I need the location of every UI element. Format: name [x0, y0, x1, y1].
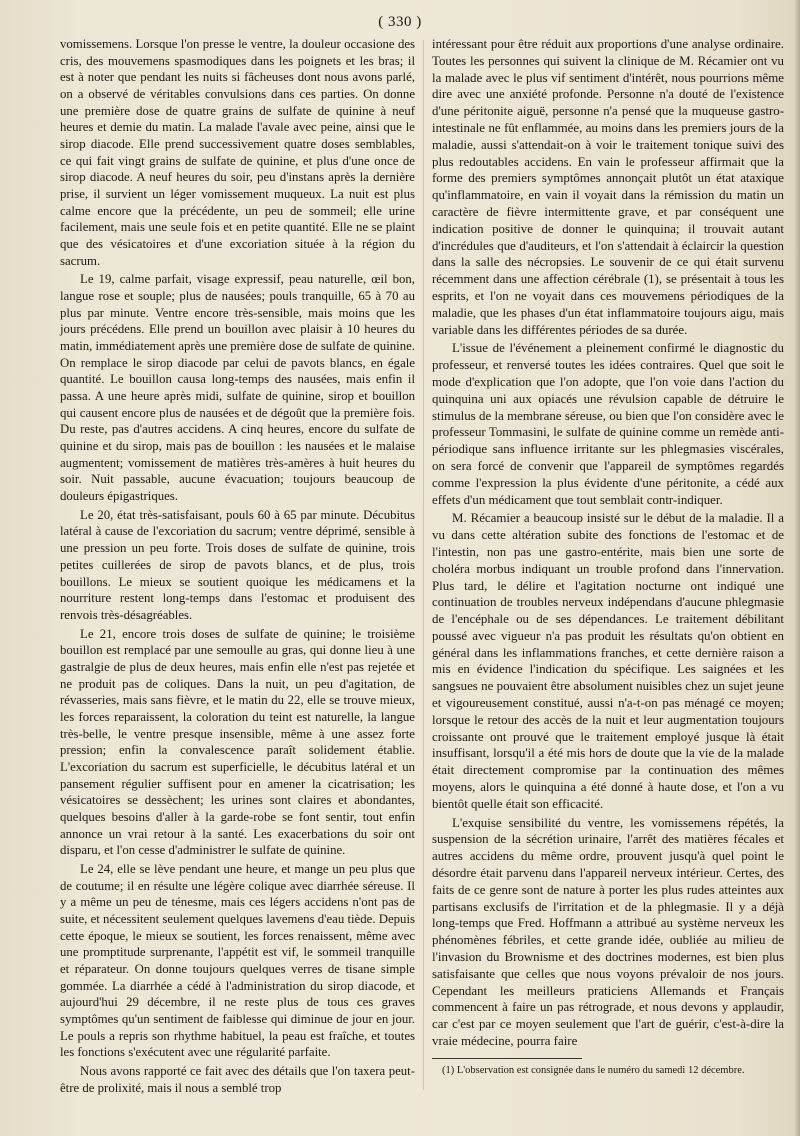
paragraph: Le 19, calme parfait, visage expressif, peau naturelle, œil bon, langue rose et souple; plus de nausées; pouls tranquille, 65 à 70 au plus par minute. Ventre encore très-sensible, mais moins que les jours précédens. Elle prend un bouillon avec plaisir à 10 heures du matin, immédiatement après une première dose de sulfate de quinine. On remplace le sirop diacode par celui de pavots blancs, en égale quantité. Le bouillon causa long-temps des nausées, mais enfin il passa. A une heure après midi, sulfate de quinine, sirop et bouillon qui causent encore plus de nausées et de dégoût que la première fois. Du reste, pas d'autres accidens. A cinq heures, encore du sulfate de quinine et du sirop, mais pas de bouillon : les nausées et le malaise augmentent; vomissement de matières très-amères à huit heures du soir. Nuit passable, aucune évacuation; toujours beaucoup de douleurs épigastriques.	[60, 272, 415, 504]
paragraph: L'issue de l'événement a pleinement confirmé le diagnostic du professeur, et renversé toutes les idées contraires. Quel que soit le mode d'explication que l'on adopte, que l'on voie dans l'action du quinquina uni aux opiacés une révulsion capable de détruire le stimulus de la membrane séreuse, ou bien que l'on considère avec le professeur Tommasini, le sulfate de quinine comme un remède anti-périodique sans influence irritante sur les phlegmasies viscérales, on sera forcé de convenir que l'appareil de symptômes regardés comme l'expression la plus évidente d'une péritonite, a cédé aux effets d'un médicament que tout semblait contr-indiquer.	[432, 341, 784, 507]
right-column	[432, 36, 784, 1077]
paragraph: vomissemens. Lorsque l'on presse le ventre, la douleur occasione des cris, des mouvemens spasmodiques dans les poignets et les bras; il est à noter que pendant les nuits si fâcheuses dont nous avons parlé, on a observé de véritables convulsions dans ces parties. On donne une première dose de quatre grains de sulfate de quinine à neuf heures et demie du matin. La malade l'avale avec peine, ainsi que le sirop diacode. Elle prend successivement quatre doses semblables, ce qui fait vingt grains de sulfate de quinine, et plus d'une once de sirop diacode. A neuf heures du soir, peu d'instans après la dernière prise, il survient un léger vomissement muqueux. La nuit est plus calme encore que la précédente, un peu de sommeil; elle urine facilement, mais une seule fois et en petite quantité. Elle ne se plaint que des vésicatoires et d'une excoriation située à la région du sacrum.	[60, 37, 415, 268]
paragraph: Le 24, elle se lève pendant une heure, et mange un peu plus que de coutume; il en résulte une légère colique avec diarrhée séreuse. Il y a même un peu de ténesme, mais ces légers accidens n'ont pas de suite, et nécessitent seulement quelques lavemens d'eau tiède. Depuis cette époque, le mieux se soutient, les forces renaissent, même avec une promptitude surprenante, l'appétit est vif, le sommeil tranquille et réparateur. On donne toujours quelques verres de tisane simple gommée. La diarrhée a cédé à l'administration du sirop diacode, et aujourd'hui 29 décembre, il ne reste plus de tous ces graves symptômes qu'un sentiment de faiblesse qui diminue de jour en jour. Le pouls a repris son rhythme habituel, la peau est fraîche, et toutes les fonctions s'exécutent avec une régularité parfaite.	[60, 861, 415, 1060]
paragraph: Nous avons rapporté ce fait avec des détails que l'on taxera peut-être de prolixité, mais il nous a semblé trop	[60, 1063, 415, 1095]
paragraph: L'exquise sensibilité du ventre, les vomissemens répétés, la suspension de la sécrétion urinaire, l'arrêt des matières fécales et autres accidens du même ordre, prouvent jusqu'à quel point le désordre était parvenu dans l'appareil nerveux intérieur. Certes, des faits de ce genre sont de nature à porter les plus rudes atteintes aux partisans exclusifs de l'irritation et de la phlegmasie. Il y a déjà long-temps que Fred. Hoffmann a attribué au système nerveux les phénomènes fébriles, et cette grande idée, oubliée au milieu de l'invasion du Brownisme et des doctrines modernes, est bien plus satisfaisante que celles que nous voyons prévaloir de nos jours. Cependant les meilleurs praticiens Allemands et Français commencent à faire un pas rétrograde, et nous devons y applaudir, car c'est par ce moyen seulement que l'art de guérir, c'est-à-dire la vraie médecine, pourra faire	[432, 815, 784, 1049]
footnote: (1) L'observation est consignée dans le numéro du samedi 12 décembre.	[442, 1064, 745, 1076]
paragraph: Le 21, encore trois doses de sulfate de quinine; le troisième bouillon est remplacé par une semoulle au gras, qui donne lieu à une gastralgie de plus de deux heures, mais enfin elle n'est pas rejetée et ne produit pas de coliques. Dans la nuit, un peu d'agitation, de révasseries, mais sans fièvre, et le matin du 22, elle se trouve mieux, les forces reparaissent, la coloration du teint est naturelle, la langue très-belle, le ventre presque insensible, même à une assez forte pression; enfin la convalescence paraît solidement établie. L'excoriation du sacrum est superficielle, le décubitus latéral et un pansement régulier suffisent pour en amener la cicatrisation; les vésicatoires se dessèchent; les urines sont claires et abondantes, quelques besoins d'aller à la garde-robe se font sentir, tout enfin annonce un vrai retour à la santé. Les exacerbations du soir ont disparu, et l'on cesse d'administrer le sulfate de quinine.	[60, 626, 415, 858]
paragraph: Le 20, état très-satisfaisant, pouls 60 à 65 par minute. Décubitus latéral à cause de l'excoriation du sacrum; ventre déprimé, sensible à une pression un peu forte. Trois doses de sulfate de quinine, trois petites cuillerées de sirop de pavots blancs, et de plus, trois bouillons. Le mieux se soutient quoique les médicamens et la nourriture restent long-temps dans l'estomac et produisent des renvois très-désagréables.	[60, 507, 415, 622]
page-edge-shadow	[794, 0, 800, 1136]
paragraph: M. Récamier a beaucoup insisté sur le début de la maladie. Il a vu dans cette altération subite des fonctions de l'estomac et de l'intestin, non pas une gastro-entérite, mais bien une sorte de choléra morbus indiquant un trouble profond dans l'innervation. Plus tard, le délire et l'agitation nocturne ont indiqué une continuation de troubles nerveux indépendans d'aucune phlegmasie de l'encéphale ou de ses dépendances. Le traitement débilitant poussé avec vigueur n'a pas produit les résultats qu'on obtient en général dans les inflammations franches, et cette dernière raison a mis en évidence l'indication du spécifique. Les saignées et les sangsues ne pouvaient être absolument nuisibles chez un sujet jeune et vigoureusement constitué, aussi n'a-t-on pas ménagé ce moyen; lorsque le retour des accès de la nuit et leur augmentation toujours croissante ont prouvé que le traitement employé jusque là était insuffisant, lorsqu'il a été mis hors de doute que la vie de la malade était directement compromise par la continuation des mêmes moyens, alors le quinquina a été donné à haute dose, et l'on a vu bientôt quelle était son efficacité.	[432, 511, 784, 811]
page-number: ( 330 )	[378, 14, 422, 30]
paragraph: intéressant pour être réduit aux proportions d'une analyse ordinaire. Toutes les personnes qui suivent la clinique de M. Récamier ont vu la malade avec le plus vif sentiment d'intérêt, nous pourrions même dire avec une anxiété profonde. Personne n'a douté de l'existence d'une péritonite aiguë, personne n'a pensé que la muqueuse gastro-intestinale ne fût enflammée, au moins dans les premiers jours de la maladie, aussi s'attendait-on à voir le traitement tonique suivi des plus redoutables accidens. En vain le professeur affirmait que la forme des premiers symptômes annonçait plutôt un état ataxique qu'inflammatoire, en vain il voyait dans la rémission du matin un caractère de fièvre intermittente grave, et par conséquent une indication positive de donner le quinquina; il trouvait autant d'incrédules que d'auditeurs, et l'on s'attendait à éclaircir la question dans la salle des nécropsies. Le souvenir de ce qui était survenu récemment dans une affection cérébrale (1), se présentait à tous les esprits, et l'on ne voyait dans ces mouvemens périodiques de la maladie, que les phases d'un état inflammatoire toujours aigu, mais variable dans les différentes périodes de sa durée.	[432, 37, 784, 337]
column-divider	[423, 40, 424, 1090]
footnote-rule	[432, 1058, 582, 1059]
left-column	[60, 36, 415, 1098]
